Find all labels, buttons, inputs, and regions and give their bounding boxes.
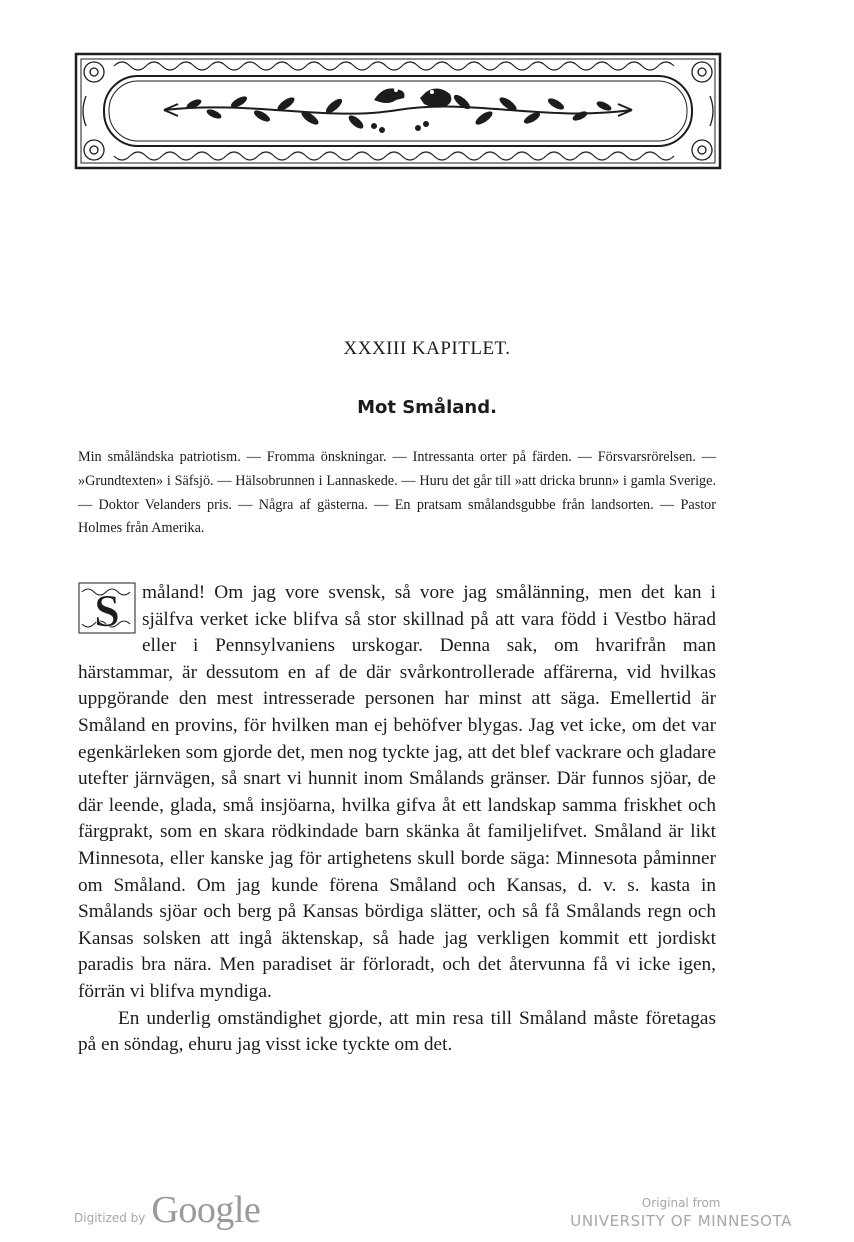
source-watermark bbox=[570, 1196, 792, 1230]
chapter-summary bbox=[78, 446, 716, 541]
body-text bbox=[78, 580, 716, 1059]
digitized-label: Digitized by bbox=[74, 1211, 146, 1225]
paragraph-1-text: måland! Om jag vore svensk, så vore jag smålänning, men det kan i själfva verket icke blifva så stor skillnad på att vara född i Vestbo härad eller i Pennsylvaniens urskogar. Denna sak, om hvarifrån man härstammar, är dessutom en af de där svårkontrollerade affärerna, vid hvilkas uppgörande den mest intresserade personen har minst att säga. Emellertid är Småland en provins, för hvilken man ej behöfver blygas. Jag vet icke, om det var egenkärleken som gjorde det, men nog tyckte jag, att det blef vackrare och gladare utefter järnvägen, så snart vi hunnit inom Smålands gränser. Där funnos sjöar, de där leende, glada, små insjöarna, hvilka gifva åt ett landskap samma friskhet och färgprakt, som en skara rödkindade barn skänka åt familjelifvet. Småland är likt Minnesota, eller kanske jag för artighetens skull borde säga: Minnesota påminner om Småland. Om jag kunde förena Småland och Kansas, d. v. s. kasta in Smålands sjöar och berg på Kansas bördiga slätter, och så få Smålands regn och Kansas solsken att ingå äktenskap, så hade jag verkligen kommit ett jordiskt paradis bra nära. Men paradiset är förloradt, och det återvunna få vi icke igen, förrän vi blifva myndiga. bbox=[78, 582, 716, 1002]
institution-label: UNIVERSITY OF MINNESOTA bbox=[570, 1212, 792, 1230]
summary-text: Min småländska patriotism. — Fromma önskningar. — Intressanta orter på färden. — Försvarsrörelsen. — »Grundtexten» i Säfsjö. — Hälsobrunnen i Lannaskede. — Huru det går till »att dricka brunn» i gamla Sverige. — Doktor Velanders pris. — Några af gästerna. — En pratsam smålandsgubbe från landsorten. — Pastor Holmes från Amerika. bbox=[78, 449, 716, 537]
digitized-watermark bbox=[74, 1188, 260, 1232]
google-brand: Google bbox=[151, 1189, 261, 1231]
ornate-dropcap-s-icon bbox=[78, 582, 136, 634]
paragraph-1 bbox=[78, 580, 716, 1006]
original-from-label: Original from bbox=[641, 1196, 721, 1210]
dropcap-letter: S bbox=[94, 585, 120, 634]
paragraph-2: En underlig omständighet gjorde, att min resa till Småland måste företagas på en söndag, ehuru jag visst icke tyckte om det. bbox=[78, 1007, 716, 1056]
floral-birds-headpiece-icon bbox=[74, 52, 722, 170]
chapter-subtitle: Mot Småland. bbox=[357, 397, 497, 418]
chapter-title: XXXIII KAPITLET. bbox=[343, 338, 511, 359]
